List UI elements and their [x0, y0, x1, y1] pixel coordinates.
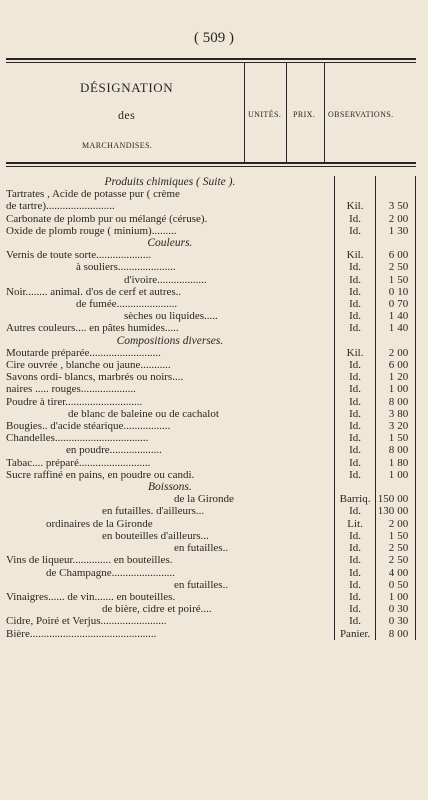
row-unit: Id. [334, 432, 375, 444]
row-unit: Id. [334, 420, 375, 432]
header-observations: OBSERVATIONS. [328, 110, 394, 119]
table-row [6, 261, 416, 273]
page-number: ( 509 ) [194, 30, 234, 46]
row-designation: de fumée...................... [76, 298, 178, 311]
row-price: 4 00 [376, 567, 416, 579]
table-row [6, 591, 416, 603]
row-unit: Lit. [334, 518, 375, 530]
row-unit: Id. [334, 396, 375, 408]
table-row [6, 298, 416, 310]
row-designation: Poudre à tirer............................ [6, 395, 143, 408]
row-unit: Id. [334, 225, 375, 237]
row-designation: Bière.............................................. [6, 627, 157, 640]
row-unit: Id. [334, 359, 375, 371]
row-designation: en bouteilles d'ailleurs... [102, 529, 209, 542]
section-heading: Boissons. [148, 481, 192, 494]
row-unit: Id. [334, 213, 375, 225]
header-prix: PRIX. [293, 110, 316, 119]
row-price: 0 70 [376, 298, 416, 310]
row-designation: en futailles.. [174, 542, 229, 555]
row-unit: Kil. [334, 347, 375, 359]
row-price: 8 00 [376, 444, 416, 456]
table-row [6, 347, 416, 359]
row-price: 8 00 [376, 396, 416, 408]
row-price: 1 00 [376, 383, 416, 395]
table-row [6, 249, 416, 261]
row-unit: Barriq. [334, 493, 375, 505]
table-row [6, 542, 416, 554]
table-row [6, 383, 416, 395]
column-divider [244, 62, 245, 162]
table-row [6, 274, 416, 286]
row-price: 1 00 [376, 591, 416, 603]
header-bottom-rule [6, 162, 416, 164]
row-unit: Id. [334, 261, 375, 273]
row-designation: Moutarde préparée.......................... [6, 346, 161, 359]
row-unit: Id. [334, 444, 375, 456]
row-price: 2 50 [376, 554, 416, 566]
section-heading-row [6, 176, 416, 188]
section-heading-row [6, 237, 416, 249]
column-divider [286, 62, 287, 162]
section-heading: Compositions diverses. [116, 334, 224, 347]
row-unit: Id. [334, 371, 375, 383]
row-designation: Vins de liqueur.............. en bouteilles. [6, 554, 173, 567]
row-unit: Id. [334, 603, 375, 615]
table-row [6, 432, 416, 444]
row-price: 150 00 [376, 493, 416, 505]
table-row [6, 225, 416, 237]
row-designation: Vinaigres...... de vin....... en bouteilles. [6, 590, 176, 603]
header-top-rule-thin [6, 62, 416, 63]
table-row [6, 505, 416, 517]
row-unit: Id. [334, 615, 375, 627]
header-designation: DÉSIGNATION [80, 80, 174, 95]
row-unit: Id. [334, 310, 375, 322]
row-designation: en poudre................... [66, 444, 162, 457]
table-row [6, 200, 416, 212]
header-top-rule [6, 58, 416, 60]
row-price: 2 00 [376, 213, 416, 225]
row-price: 1 50 [376, 432, 416, 444]
row-price: 0 30 [376, 603, 416, 615]
row-designation: sèches ou liquides..... [124, 310, 218, 323]
table-row [6, 530, 416, 542]
section-heading: Couleurs. [147, 237, 193, 250]
row-designation: à souliers..................... [76, 261, 176, 274]
row-designation: en futailles.. [174, 578, 229, 591]
table-row [6, 469, 416, 481]
table-row [6, 359, 416, 371]
table-row [6, 322, 416, 334]
row-price: 2 50 [376, 261, 416, 273]
row-price: 3 20 [376, 420, 416, 432]
table-row [6, 420, 416, 432]
section-heading-row [6, 335, 416, 347]
row-designation: Tartrates , Acide de potasse pur ( crème [6, 188, 180, 201]
table-row [6, 628, 416, 640]
row-unit: Id. [334, 298, 375, 310]
row-price: 3 80 [376, 408, 416, 420]
row-designation: Cidre, Poiré et Verjus........................ [6, 615, 167, 628]
row-designation: Chandelles.................................. [6, 432, 149, 445]
row-price: 8 00 [376, 628, 416, 640]
row-unit: Id. [334, 274, 375, 286]
row-price: 1 50 [376, 274, 416, 286]
row-designation: d'ivoire.................. [124, 273, 207, 286]
row-designation: de blanc de baleine ou de cachalot [68, 407, 219, 420]
row-unit: Panier. [334, 628, 375, 640]
row-price: 130 00 [376, 505, 416, 517]
row-designation: Sucre raffiné en pains, en poudre ou candi. [6, 468, 195, 481]
row-price: 1 20 [376, 371, 416, 383]
row-unit: Id. [334, 542, 375, 554]
row-designation: de Champagne....................... [46, 566, 175, 579]
table-row [6, 188, 416, 200]
header-marchandises: MARCHANDISES. [82, 141, 153, 150]
row-unit: Id. [334, 591, 375, 603]
row-unit: Id. [334, 579, 375, 591]
row-unit: Id. [334, 530, 375, 542]
row-designation: Carbonate de plomb pur ou mélangé (céruse). [6, 212, 208, 225]
row-price: 1 40 [376, 322, 416, 334]
header-des: des [118, 108, 136, 122]
row-designation: ordinaires de la Gironde [46, 517, 153, 530]
table-row [6, 554, 416, 566]
row-unit: Kil. [334, 249, 375, 261]
row-unit: Kil. [334, 200, 375, 212]
tariff-table [6, 176, 416, 640]
row-designation: Savons ordi- blancs, marbrés ou noirs.... [6, 371, 184, 384]
row-unit: Id. [334, 383, 375, 395]
row-price: 2 00 [376, 347, 416, 359]
table-row [6, 213, 416, 225]
row-price: 6 00 [376, 359, 416, 371]
table-row [6, 567, 416, 579]
row-price: 1 30 [376, 225, 416, 237]
table-row [6, 396, 416, 408]
header-unites: UNITÉS. [248, 110, 282, 119]
row-price: 0 30 [376, 615, 416, 627]
row-unit: Id. [334, 286, 375, 298]
row-designation: Oxide de plomb rouge ( minium)......... [6, 224, 177, 237]
row-unit: Id. [334, 408, 375, 420]
row-designation: de tartre)......................... [6, 200, 115, 213]
row-price: 0 50 [376, 579, 416, 591]
row-price: 1 50 [376, 530, 416, 542]
row-price [376, 188, 416, 200]
table-row [6, 603, 416, 615]
row-designation: Autres couleurs.... en pâtes humides..... [6, 322, 179, 335]
row-designation: en futailles. d'ailleurs... [102, 505, 205, 518]
row-designation: Cire ouvrée , blanche ou jaune........... [6, 359, 171, 372]
row-unit: Id. [334, 469, 375, 481]
row-price: 2 00 [376, 518, 416, 530]
table-row [6, 615, 416, 627]
table-row [6, 457, 416, 469]
table-row [6, 493, 416, 505]
row-price: 1 80 [376, 457, 416, 469]
row-designation: Bougies.. d'acide stéarique................. [6, 420, 171, 433]
section-heading: Produits chimiques ( Suite ). [104, 176, 236, 188]
table-row [6, 310, 416, 322]
row-designation: naires ..... rouges.................... [6, 383, 136, 396]
table-row [6, 408, 416, 420]
row-designation: Vernis de toute sorte.................... [6, 249, 152, 262]
row-unit [334, 188, 375, 200]
table-row [6, 444, 416, 456]
table-row [6, 518, 416, 530]
row-designation: Tabac.... préparé.......................... [6, 456, 151, 469]
row-price: 1 00 [376, 469, 416, 481]
table-row [6, 579, 416, 591]
row-price: 1 40 [376, 310, 416, 322]
row-price: 6 00 [376, 249, 416, 261]
row-designation: de la Gironde [174, 493, 234, 506]
row-unit: Id. [334, 554, 375, 566]
row-price: 3 50 [376, 200, 416, 212]
row-price: 2 50 [376, 542, 416, 554]
row-designation: de bière, cidre et poiré.... [102, 603, 212, 616]
row-unit: Id. [334, 457, 375, 469]
table-row [6, 286, 416, 298]
header-bottom-rule-thin [6, 166, 416, 167]
row-unit: Id. [334, 322, 375, 334]
column-divider [324, 62, 325, 162]
row-unit: Id. [334, 567, 375, 579]
row-unit: Id. [334, 505, 375, 517]
row-price: 0 10 [376, 286, 416, 298]
row-designation: Noir........ animal. d'os de cerf et autres.. [6, 285, 182, 298]
table-row [6, 371, 416, 383]
section-heading-row [6, 481, 416, 493]
